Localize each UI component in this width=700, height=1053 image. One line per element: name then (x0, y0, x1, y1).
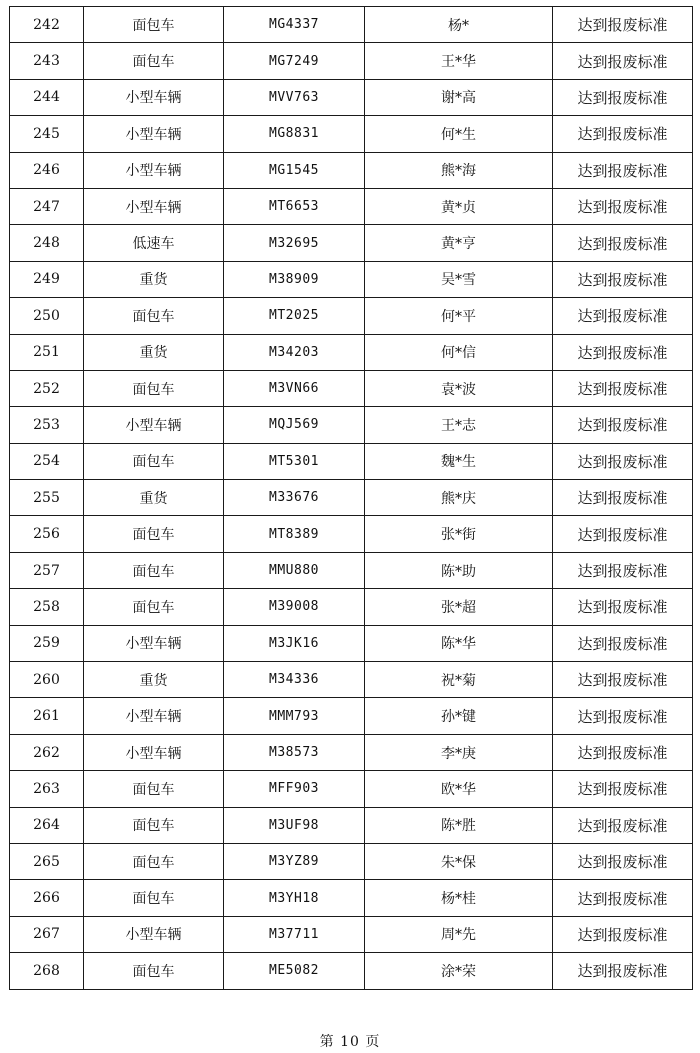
vehicle-type: 重货 (84, 480, 224, 516)
plate-number: M38909 (224, 261, 365, 297)
plate-number: ME5082 (224, 953, 365, 989)
scrap-status: 达到报废标准 (553, 370, 693, 406)
owner-name: 王*志 (365, 407, 553, 443)
table-row (10, 953, 693, 989)
plate-number: M32695 (224, 225, 365, 261)
row-number: 268 (10, 953, 84, 989)
row-number: 267 (10, 916, 84, 952)
scrap-status: 达到报废标准 (553, 152, 693, 188)
owner-name: 袁*波 (365, 370, 553, 406)
table-row (10, 43, 693, 79)
vehicle-type: 小型车辆 (84, 152, 224, 188)
vehicle-type: 面包车 (84, 43, 224, 79)
owner-name: 何*生 (365, 116, 553, 152)
vehicle-type: 小型车辆 (84, 79, 224, 115)
vehicle-table-body (10, 7, 693, 990)
row-number: 258 (10, 589, 84, 625)
table-row (10, 516, 693, 552)
row-number: 249 (10, 261, 84, 297)
scrap-status: 达到报废标准 (553, 116, 693, 152)
scrap-status: 达到报废标准 (553, 552, 693, 588)
table-row (10, 152, 693, 188)
plate-number: M3VN66 (224, 370, 365, 406)
plate-number: M33676 (224, 480, 365, 516)
scrap-status: 达到报废标准 (553, 880, 693, 916)
table-row (10, 662, 693, 698)
row-number: 248 (10, 225, 84, 261)
scrap-status: 达到报废标准 (553, 43, 693, 79)
owner-name: 何*平 (365, 298, 553, 334)
plate-number: M39008 (224, 589, 365, 625)
vehicle-type: 面包车 (84, 589, 224, 625)
owner-name: 吴*雪 (365, 261, 553, 297)
owner-name: 谢*高 (365, 79, 553, 115)
vehicle-type: 面包车 (84, 953, 224, 989)
row-number: 256 (10, 516, 84, 552)
vehicle-type: 面包车 (84, 552, 224, 588)
row-number: 265 (10, 843, 84, 879)
scrap-status: 达到报废标准 (553, 698, 693, 734)
row-number: 266 (10, 880, 84, 916)
row-number: 257 (10, 552, 84, 588)
owner-name: 周*先 (365, 916, 553, 952)
table-row (10, 734, 693, 770)
owner-name: 欧*华 (365, 771, 553, 807)
plate-number: MT8389 (224, 516, 365, 552)
plate-number: MG8831 (224, 116, 365, 152)
table-row (10, 807, 693, 843)
scrap-status: 达到报废标准 (553, 407, 693, 443)
row-number: 251 (10, 334, 84, 370)
row-number: 254 (10, 443, 84, 479)
row-number: 242 (10, 7, 84, 43)
scrap-status: 达到报废标准 (553, 298, 693, 334)
scrap-status: 达到报废标准 (553, 516, 693, 552)
owner-name: 张*街 (365, 516, 553, 552)
owner-name: 朱*保 (365, 843, 553, 879)
scrap-status: 达到报废标准 (553, 625, 693, 661)
owner-name: 熊*庆 (365, 480, 553, 516)
row-number: 247 (10, 188, 84, 224)
plate-number: MVV763 (224, 79, 365, 115)
vehicle-type: 面包车 (84, 7, 224, 43)
plate-number: M38573 (224, 734, 365, 770)
vehicle-type: 面包车 (84, 516, 224, 552)
table-row (10, 916, 693, 952)
vehicle-type: 小型车辆 (84, 407, 224, 443)
table-row (10, 116, 693, 152)
owner-name: 魏*生 (365, 443, 553, 479)
plate-number: MG4337 (224, 7, 365, 43)
vehicle-type: 小型车辆 (84, 698, 224, 734)
plate-number: MG1545 (224, 152, 365, 188)
owner-name: 黄*亨 (365, 225, 553, 261)
scrap-status: 达到报废标准 (553, 261, 693, 297)
table-row (10, 880, 693, 916)
scrap-status: 达到报废标准 (553, 953, 693, 989)
scrap-status: 达到报废标准 (553, 7, 693, 43)
vehicle-type: 低速车 (84, 225, 224, 261)
owner-name: 陈*助 (365, 552, 553, 588)
scrap-status: 达到报废标准 (553, 771, 693, 807)
plate-number: MFF903 (224, 771, 365, 807)
row-number: 253 (10, 407, 84, 443)
owner-name: 祝*菊 (365, 662, 553, 698)
owner-name: 何*信 (365, 334, 553, 370)
vehicle-type: 面包车 (84, 443, 224, 479)
table-row (10, 188, 693, 224)
plate-number: MT5301 (224, 443, 365, 479)
owner-name: 李*庚 (365, 734, 553, 770)
table-row (10, 298, 693, 334)
scrap-status: 达到报废标准 (553, 480, 693, 516)
table-row (10, 334, 693, 370)
row-number: 263 (10, 771, 84, 807)
page-number: 第 10 页 (319, 1034, 381, 1050)
vehicle-type: 小型车辆 (84, 188, 224, 224)
owner-name: 陈*胜 (365, 807, 553, 843)
vehicle-type: 重货 (84, 261, 224, 297)
plate-number: MG7249 (224, 43, 365, 79)
plate-number: M3JK16 (224, 625, 365, 661)
vehicle-type: 面包车 (84, 807, 224, 843)
table-row (10, 407, 693, 443)
owner-name: 涂*荣 (365, 953, 553, 989)
plate-number: MQJ569 (224, 407, 365, 443)
vehicle-type: 小型车辆 (84, 116, 224, 152)
owner-name: 黄*贞 (365, 188, 553, 224)
vehicle-type: 面包车 (84, 370, 224, 406)
vehicle-table (9, 6, 693, 990)
table-row (10, 79, 693, 115)
table-row (10, 552, 693, 588)
row-number: 244 (10, 79, 84, 115)
plate-number: MMM793 (224, 698, 365, 734)
row-number: 255 (10, 480, 84, 516)
vehicle-table-container (9, 6, 692, 990)
vehicle-type: 面包车 (84, 298, 224, 334)
table-row (10, 443, 693, 479)
scrap-status: 达到报废标准 (553, 334, 693, 370)
scrap-status: 达到报废标准 (553, 79, 693, 115)
plate-number: MT6653 (224, 188, 365, 224)
plate-number: M37711 (224, 916, 365, 952)
row-number: 243 (10, 43, 84, 79)
table-row (10, 771, 693, 807)
row-number: 260 (10, 662, 84, 698)
scrap-status: 达到报废标准 (553, 662, 693, 698)
table-row (10, 261, 693, 297)
table-row (10, 480, 693, 516)
vehicle-type: 小型车辆 (84, 625, 224, 661)
scrap-status: 达到报废标准 (553, 843, 693, 879)
row-number: 264 (10, 807, 84, 843)
row-number: 252 (10, 370, 84, 406)
scrap-status: 达到报废标准 (553, 734, 693, 770)
row-number: 261 (10, 698, 84, 734)
vehicle-type: 面包车 (84, 771, 224, 807)
vehicle-type: 小型车辆 (84, 734, 224, 770)
row-number: 246 (10, 152, 84, 188)
plate-number: MT2025 (224, 298, 365, 334)
owner-name: 孙*键 (365, 698, 553, 734)
vehicle-type: 小型车辆 (84, 916, 224, 952)
table-row (10, 625, 693, 661)
vehicle-type: 面包车 (84, 843, 224, 879)
row-number: 245 (10, 116, 84, 152)
scrap-status: 达到报废标准 (553, 188, 693, 224)
scrap-status: 达到报废标准 (553, 589, 693, 625)
table-row (10, 7, 693, 43)
table-row (10, 370, 693, 406)
row-number: 259 (10, 625, 84, 661)
plate-number: MMU880 (224, 552, 365, 588)
table-row (10, 843, 693, 879)
row-number: 250 (10, 298, 84, 334)
vehicle-type: 面包车 (84, 880, 224, 916)
owner-name: 熊*海 (365, 152, 553, 188)
owner-name: 杨*桂 (365, 880, 553, 916)
plate-number: M3YH18 (224, 880, 365, 916)
owner-name: 杨* (365, 7, 553, 43)
plate-number: M34203 (224, 334, 365, 370)
scrap-status: 达到报废标准 (553, 807, 693, 843)
table-row (10, 225, 693, 261)
owner-name: 张*超 (365, 589, 553, 625)
table-row (10, 589, 693, 625)
vehicle-type: 重货 (84, 334, 224, 370)
table-row (10, 698, 693, 734)
scrap-status: 达到报废标准 (553, 916, 693, 952)
vehicle-type: 重货 (84, 662, 224, 698)
plate-number: M3YZ89 (224, 843, 365, 879)
scrap-status: 达到报废标准 (553, 443, 693, 479)
owner-name: 王*华 (365, 43, 553, 79)
row-number: 262 (10, 734, 84, 770)
owner-name: 陈*华 (365, 625, 553, 661)
scrap-status: 达到报废标准 (553, 225, 693, 261)
plate-number: M34336 (224, 662, 365, 698)
plate-number: M3UF98 (224, 807, 365, 843)
